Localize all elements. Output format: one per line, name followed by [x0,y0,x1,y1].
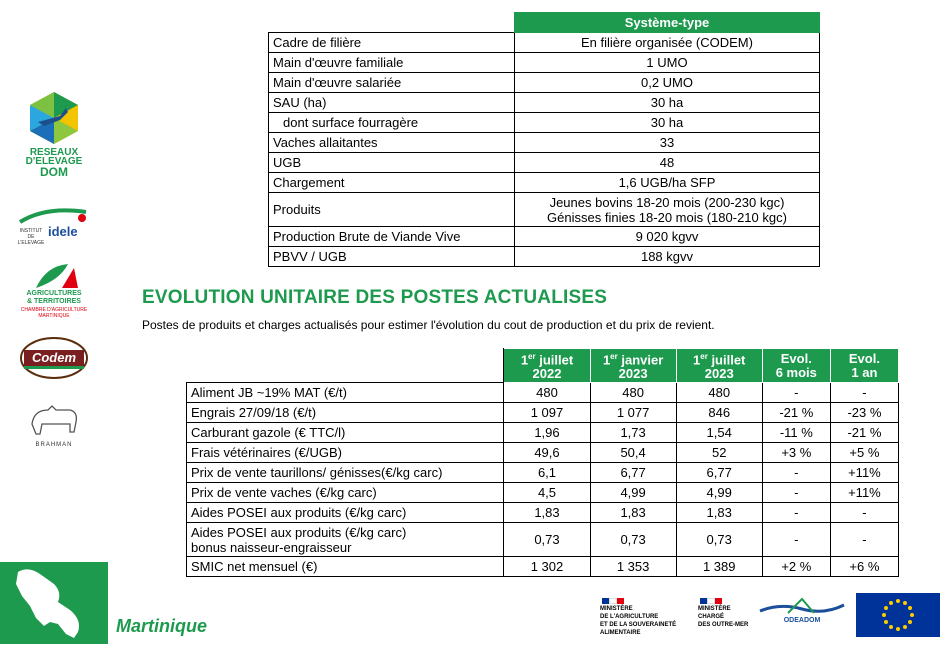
row-label: PBVV / UGB [269,247,515,267]
cell: +11% [830,483,898,503]
brahman-text: BRAHMAN [35,442,73,448]
row-label: Engrais 27/09/18 (€/t) [187,403,504,423]
hexagon-logo-icon [30,92,78,144]
cell: - [762,523,830,557]
cell: 4,5 [504,483,590,503]
cell: - [830,523,898,557]
eu-stars-icon [856,593,940,637]
idele-logo [16,204,92,244]
row-label: SAU (ha) [269,93,515,113]
cell: - [762,483,830,503]
cell: 0,73 [504,523,590,557]
row-value: Jeunes bovins 18-20 mois (200-230 kgc) [549,194,785,210]
zebu-bull-icon [18,398,90,438]
row-value: 33 [515,133,820,153]
section-description: Postes de produits et charges actualisés pour estimer l'évolution du cout de production et du prix de revient. [142,318,715,332]
cell: 4,99 [676,483,762,503]
martinique-map-panel [0,562,108,644]
row-label: Aides POSEI aux produits (€/kg carc) [191,524,407,540]
col-header-evol-6-mois: Evol. 6 mois [762,349,830,383]
row-label: Prix de vente vaches (€/kg carc) [187,483,504,503]
cell: 1 302 [504,557,590,577]
table-row [269,73,820,93]
table-row [187,463,899,483]
odeadom-wave-icon [758,597,846,617]
evolution-table [186,348,899,577]
odeadom-logo [758,597,846,627]
row-label-multi [187,523,504,557]
cell: 0,73 [590,523,676,557]
cell: 6,77 [676,463,762,483]
table-row [187,557,899,577]
min-agri-line-2: DE L'AGRICULTURE [600,614,659,620]
min-om-line-2: CHARGÉ [698,614,725,620]
cell: 1 077 [590,403,676,423]
cell: - [830,383,898,403]
agri-line-3: CHAMBRE D'AGRICULTURE [20,307,88,313]
codem-text: Codem [31,350,77,365]
cell: 1,96 [504,423,590,443]
table-row [269,193,820,227]
cell: 1,54 [676,423,762,443]
cell: 6,77 [590,463,676,483]
row-value-multi [515,193,820,227]
cell: 1,83 [590,503,676,523]
agri-leaf-icon [16,262,92,290]
row-label: UGB [269,153,515,173]
cell: - [762,503,830,523]
min-om-line-3: DES OUTRE-MER [698,622,749,628]
table-row [269,33,820,53]
systeme-type-header: Système-type [515,13,820,33]
agri-line-2: & TERRITOIRES [27,298,81,305]
agri-line-4: MARTINIQUE [38,313,70,319]
french-flag-icon [602,598,624,604]
row-label: Aides POSEI aux produits (€/kg carc) [187,503,504,523]
cell: 480 [504,383,590,403]
cell: 1,83 [504,503,590,523]
row-value: En filière organisée (CODEM) [515,33,820,53]
reseaux-line-1: RESEAUX [29,147,79,158]
row-value: 9 020 kgvv [515,227,820,247]
cell: - [762,463,830,483]
min-agri-line-3: ET DE LA SOUVERAINETÉ [600,622,677,628]
table-row [187,443,899,463]
cell: 1,73 [590,423,676,443]
table-row [269,173,820,193]
cell: +3 % [762,443,830,463]
min-agri-line-4: ALIMENTAIRE [600,630,641,636]
section-title: EVOLUTION UNITAIRE DES POSTES ACTUALISES [142,287,608,308]
row-label: Frais vétérinaires (€/UGB) [187,443,504,463]
row-label: Main d'œuvre familiale [269,53,515,73]
cell: -11 % [762,423,830,443]
cell: 480 [590,383,676,403]
row-value-2: Génisses finies 18-20 mois (180-210 kgc) [547,209,787,225]
brahman-logo [18,398,90,454]
cell: 49,6 [504,443,590,463]
agri-line-1: AGRICULTURES [26,290,82,297]
row-label: Cadre de filière [269,33,515,53]
table-row [187,503,899,523]
cell: 480 [676,383,762,403]
table-row [269,53,820,73]
cell: +2 % [762,557,830,577]
row-label: Produits [269,193,515,227]
cell: 1 353 [590,557,676,577]
cell: - [830,503,898,523]
systeme-type-table [268,12,820,267]
row-value: 1 UMO [515,53,820,73]
cell: +11% [830,463,898,483]
col-header-jul-2022: 1er juillet 2022 [504,349,590,383]
cell: +6 % [830,557,898,577]
col-header-evol-1-an: Evol. 1 an [830,349,898,383]
cell: -21 % [830,423,898,443]
eu-flag-logo [856,593,940,637]
row-label: SMIC net mensuel (€) [187,557,504,577]
cell: 1 389 [676,557,762,577]
table-row [187,383,899,403]
codem-logo [18,336,90,380]
row-value: 0,2 UMO [515,73,820,93]
cell: - [762,383,830,403]
row-label: Production Brute de Viande Vive [269,227,515,247]
table-row [269,247,820,267]
idele-small-text: INSTITUT DE L'ELEVAGE [17,228,45,246]
region-label: Martinique [116,616,208,636]
table-header-row [269,13,820,33]
cell: 0,73 [676,523,762,557]
cell: -23 % [830,403,898,423]
cell: 4,99 [590,483,676,503]
cell: 50,4 [590,443,676,463]
row-label: Chargement [269,173,515,193]
min-agri-line-1: MINISTÈRE [600,606,633,612]
cell: -21 % [762,403,830,423]
idele-swoosh-icon [16,204,92,226]
row-value: 188 kgvv [515,247,820,267]
col-header-jul-2023: 1er juillet 2023 [676,349,762,383]
martinique-island-icon [0,562,108,644]
cell: 1,83 [676,503,762,523]
table-row [187,483,899,503]
min-om-line-1: MINISTÈRE [698,606,731,612]
reseaux-line-3: DOM [40,165,68,179]
cell: +5 % [830,443,898,463]
row-label: Aliment JB ~19% MAT (€/t) [187,383,504,403]
table-row [187,403,899,423]
row-label: dont surface fourragère [269,113,515,133]
row-value: 30 ha [515,113,820,133]
table-row [187,523,899,557]
idele-text: idele [48,224,78,239]
row-value: 1,6 UGB/ha SFP [515,173,820,193]
cell: 6,1 [504,463,590,483]
table-header-row [187,349,899,383]
row-label: Main d'œuvre salariée [269,73,515,93]
cell: 52 [676,443,762,463]
row-label: Vaches allaitantes [269,133,515,153]
chambre-agriculture-logo [16,262,92,324]
row-label: Prix de vente taurillons/ génisses(€/kg carc) [187,463,504,483]
table-row [269,133,820,153]
table-row [187,423,899,443]
table-row [269,227,820,247]
row-value: 30 ha [515,93,820,113]
table-row [269,113,820,133]
cell: 1 097 [504,403,590,423]
french-flag-icon [700,598,722,604]
table-row [269,93,820,113]
col-header-jan-2023: 1er janvier 2023 [590,349,676,383]
row-value: 48 [515,153,820,173]
row-label-2: bonus naisseur-engraisseur [191,539,352,555]
ministere-agriculture-logo [600,598,680,646]
table-row [269,153,820,173]
odeadom-text: ODEADOM [783,617,821,624]
row-label: Carburant gazole (€ TTC/l) [187,423,504,443]
cell: 846 [676,403,762,423]
reseaux-elevage-dom-logo [14,92,94,184]
reseaux-line-2: D'ELEVAGE [25,156,83,167]
